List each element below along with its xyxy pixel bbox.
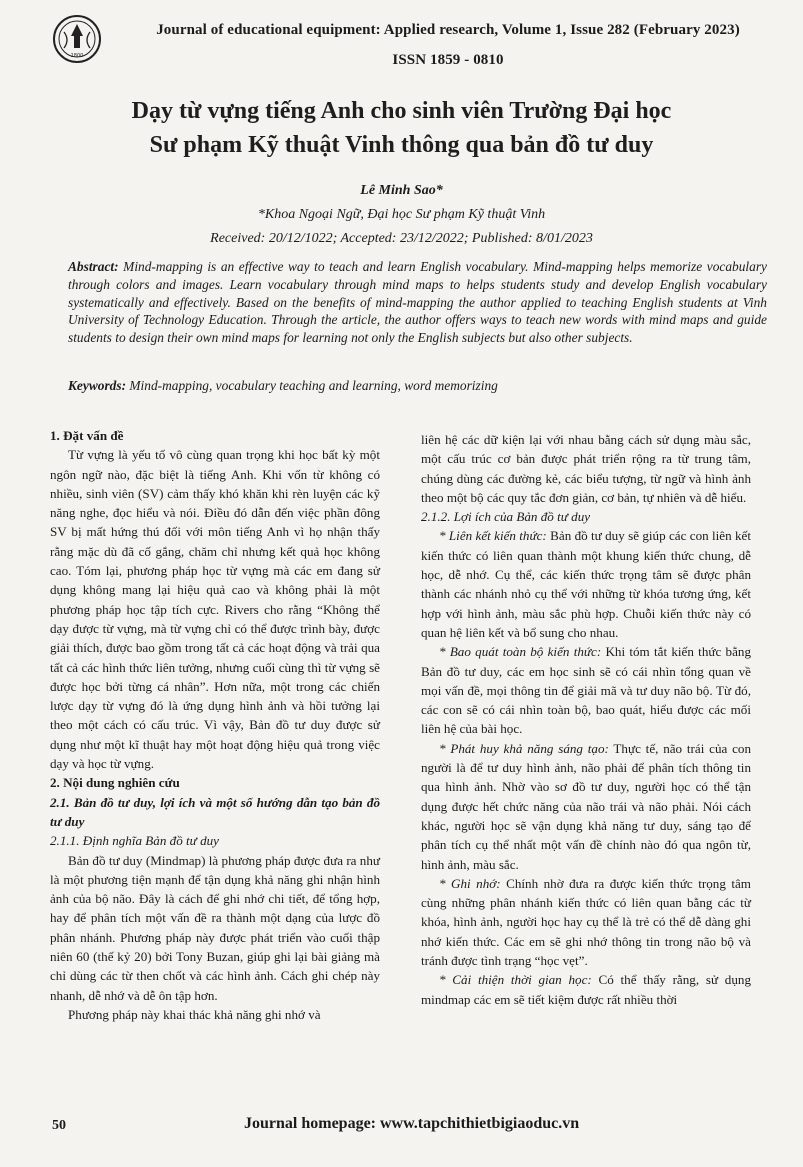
left-column <box>50 426 380 1024</box>
issn: ISSN 1859 - 0810 <box>392 52 504 68</box>
journal-logo <box>52 14 102 64</box>
title-line-2: Sư phạm Kỹ thuật Vinh thông qua bản đồ tư duy <box>149 132 654 158</box>
subsubsection-heading: 2.1.1. Định nghĩa Bản đồ tư duy <box>50 833 219 849</box>
affiliation: *Khoa Ngoại Ngữ, Đại học Sư phạm Kỹ thuật Vinh <box>257 207 546 222</box>
section-heading: 2. Nội dung nghiên cứu <box>50 775 180 791</box>
bullet-text: Thực tế, não trái của con người là để tư duy hình ảnh, não phải để phân tích thông tin qua hình ảnh. Nhờ vào sơ đồ tư duy, người học có thể tận dụng được hết chức năng của não trái và não phải. Nói cách khác, người học sẽ vận dụng khả năng tư duy, sáng tạo để phân tích cụ thể nhất một vấn đề chính nào đó qua ngôn từ, hình ảnh, màu sắc. <box>421 740 752 872</box>
page-number: 50 <box>52 1118 66 1133</box>
subsection-heading: 2.1. Bản đồ tư duy, lợi ích và một số hướng dẫn tạo bản đồ tư duy <box>50 794 380 829</box>
bullet-text: Bản đồ tư duy sẽ giúp các con liên kết kiến thức có liên quan thành một khung kiến thức chung, dễ học, dễ nhớ. Cụ thể, các kiến thức trọng tâm sẽ được phân thành các nhánh nhỏ cụ thể với những từ khóa tương ứng, kết hợp với hình ảnh, màu sắc phù hợp. Chuỗi kiến thức này có quan hệ liên kết và bổ sung cho nhau. <box>421 528 751 640</box>
title-line-1: Dạy từ vựng tiếng Anh cho sinh viên Trường Đại học <box>131 98 672 124</box>
article-title <box>40 94 763 162</box>
paragraph: liên hệ các dữ kiện lại với nhau bằng cách sử dụng màu sắc, một cấu trúc cơ bản được phát triển rộng ra từ trung tâm, chúng dùng các đường kẻ, các biểu tượng, từ ngữ và hình ảnh theo một bộ các quy tắc đơn giản, cơ bản, tự nhiên và dễ hiểu. <box>421 432 751 505</box>
abstract-label: Abstract: <box>68 259 119 274</box>
paragraph: Từ vựng là yếu tố vô cùng quan trọng khi học bất kỳ một ngôn ngữ nào, đặc biệt là tiếng Anh. Khi vốn từ không có nhiều, sinh viên (SV) cảm thấy khó khăn khi rèn luyện các kỹ năng nghe, đọc hiểu và nói. Điều đó dẫn đến việc phần đông SV bị mất hứng thú đối với môn tiếng Anh vì họ nhận thấy rằng mặc dù đã cố gắng, chăm chỉ nhưng kết quả học không cao. Tóm lại, phương pháp học từ vựng mà các em đang sử dụng không mang lại hiệu quả cao và không phải là một phương pháp học tập tích cực. Rivers cho rằng “Không thể dạy được từ vựng, mà từ vựng chỉ có thể được trình bày, được giải thích, được bao gồm trong tất cả các hoạt động và trải qua tất cả các hình thức liên tưởng, nhưng cuối cùng thì từ vựng sẽ được học bởi từng cá nhân”. Hơn nữa, một trong các chiến lược dạy từ vựng đó là ứng dụng hình ảnh và hồi tưởng lại theo một cách có cấu trúc. Vì vậy, Bản đồ tư duy được sử dụng như một kĩ thuật hay một hoạt động hiệu quả trong việc dạy và học từ vựng. <box>50 447 380 772</box>
bullet-paragraph <box>421 874 751 970</box>
bullet-text: Khi tóm tắt kiến thức bằng Bản đồ tư duy, các em học sinh sẽ có cái nhìn tổng quan về mọi vấn đề, mọi thông tin để giải mã và tư duy não bộ. Từ đó, các con sẽ có cái nhìn toàn bộ, bao quát, hiểu được các mối liên hệ của bài học. <box>421 644 751 737</box>
bullet-paragraph <box>421 970 751 1009</box>
right-column <box>421 430 751 1009</box>
journal-header: Journal of educational equipment: Applied research, Volume 1, Issue 282 (February 2023) <box>156 22 740 38</box>
paragraph: Bản đồ tư duy (Mindmap) là phương pháp được đưa ra như là một phương tiện mạnh để tận dụng khả năng ghi nhận hình ảnh của bộ não. Đây là cách để ghi nhớ chi tiết, để tổng hợp, hay để phân tích một vấn đề ra thành một dạng của lược đồ phân nhánh. Phương pháp này được phát triển vào cuối thập niên 60 (thế kỷ 20) bởi Tony Buzan, giúp ghi lại bài giảng mà chỉ dùng các từ then chốt và các hình ảnh. Cách ghi chép này nhanh, dễ nhớ và dễ ôn tập hơn. <box>50 852 380 1003</box>
section-heading: 1. Đặt vấn đề <box>50 428 124 443</box>
keywords-label: Keywords: <box>68 378 127 393</box>
bullet-label: * Phát huy khả năng sáng tạo: <box>439 740 609 756</box>
bullet-paragraph <box>421 526 751 642</box>
bullet-text: Có thể thấy rằng, sử dụng mindmap các em sẽ tiết kiệm được rất nhiều thời <box>421 972 751 1007</box>
abstract-text: Mind-mapping is an effective way to teach and learn English vocabulary. Mind-mapping helps memorize vocabulary through colors and images. Learn vocabulary through mind maps to helps students study and develop English vocabulary systematically and effectively. Based on the benefits of mind-mapping the author applied to teaching English students at Vinh University of Technology Education. Through the article, the author offers ways to teach new words with mind maps and guide students to design their own mind maps for learning not only the English subjects but also other subjects. <box>68 259 767 346</box>
keywords <box>68 378 767 394</box>
bullet-label: * Bao quát toàn bộ kiến thức: <box>439 644 602 660</box>
abstract <box>68 258 767 347</box>
bullet-label: * Liên kết kiến thức: <box>439 528 547 544</box>
bullet-label: * Ghi nhớ: <box>439 875 501 891</box>
journal-homepage: Journal homepage: www.tapchithietbigiaoduc.vn <box>244 1115 580 1132</box>
subsubsection-heading: 2.1.2. Lợi ích của Bản đồ tư duy <box>421 509 591 525</box>
keywords-text: Mind-mapping, vocabulary teaching and learning, word memorizing <box>129 378 498 393</box>
dates: Received: 20/12/1022; Accepted: 23/12/2022; Published: 8/01/2023 <box>210 231 593 246</box>
bullet-paragraph <box>421 739 751 874</box>
bullet-text: Chính nhờ đưa ra được kiến thức trọng tâm cùng những phân nhánh kiến thức có liên quan bằng các từ khóa, hình ảnh, người học hay cụ thể là trẻ có thể dễ dàng ghi nhớ kiến thức. Các em sẽ ghi nhớ thông tin trong não bộ và tránh được tình trạng “học vẹt”. <box>421 875 751 969</box>
bullet-paragraph <box>421 642 751 738</box>
paragraph: Phương pháp này khai thác khả năng ghi nhớ và <box>68 1006 321 1022</box>
bullet-label: * Cải thiện thời gian học: <box>439 972 592 988</box>
logo-year: 1800 <box>70 53 84 59</box>
author: Lê Minh Sao* <box>360 183 443 198</box>
